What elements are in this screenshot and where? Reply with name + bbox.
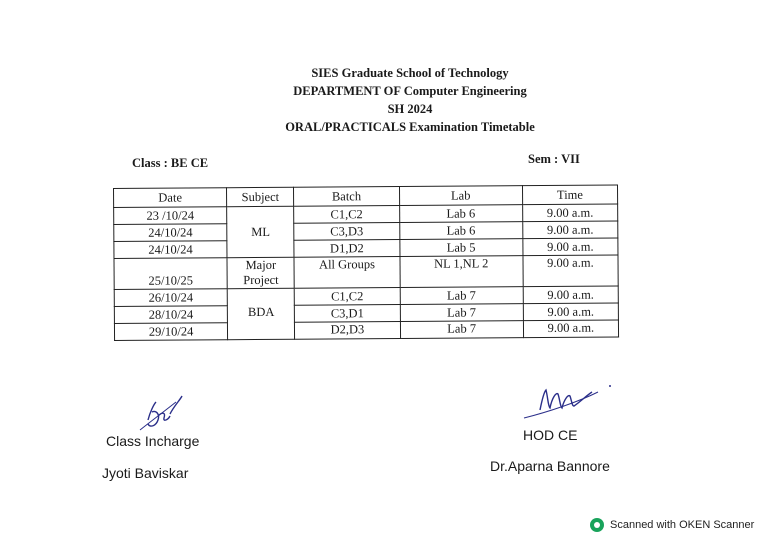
- column-header-subject: Subject: [227, 187, 294, 206]
- timetable: [113, 184, 619, 341]
- batch-cell: All Groups: [294, 257, 399, 289]
- subject-cell-ml: ML: [227, 206, 294, 257]
- subject-cell-bda: BDA: [227, 288, 294, 339]
- scanner-watermark: [590, 518, 754, 532]
- hod-label: HOD CE: [523, 427, 578, 443]
- class-label: Class : BE CE: [132, 156, 209, 170]
- batch-cell: D1,D2: [294, 240, 399, 258]
- document-header: [250, 64, 570, 136]
- subject-cell-major-project: [227, 257, 294, 288]
- date-cell: 23 /10/24: [114, 207, 227, 225]
- date-cell: 24/10/24: [114, 224, 227, 242]
- hod-name: Dr.Aparna Bannore: [490, 458, 610, 474]
- class-incharge-label: Class Incharge: [106, 433, 200, 449]
- lab-cell: Lab 6: [399, 222, 522, 240]
- subject-line: Major: [245, 257, 277, 273]
- lab-cell: Lab 5: [399, 239, 522, 257]
- lab-cell: Lab 7: [400, 304, 523, 322]
- scanner-logo-icon: [590, 518, 604, 532]
- class-incharge-name: Jyoti Baviskar: [102, 465, 189, 481]
- batch-cell: C3,D1: [295, 305, 400, 323]
- date-cell: 28/10/24: [114, 306, 227, 324]
- time-cell: 9.00 a.m.: [523, 238, 618, 256]
- time-cell: 9.00 a.m.: [523, 320, 618, 338]
- time-cell: 9.00 a.m.: [523, 255, 618, 287]
- date-cell: 29/10/24: [114, 323, 227, 341]
- column-header-batch: Batch: [294, 187, 399, 207]
- session-label: SH 2024: [387, 102, 433, 116]
- date-cell: 25/10/25: [114, 258, 227, 290]
- date-cell: 24/10/24: [114, 241, 227, 259]
- batch-cell: C3,D3: [294, 223, 399, 241]
- column-header-time: Time: [522, 185, 617, 205]
- document-title: ORAL/PRACTICALS Examination Timetable: [285, 120, 535, 134]
- lab-cell: Lab 7: [400, 321, 523, 339]
- class-incharge-signature: [136, 390, 196, 436]
- time-cell: 9.00 a.m.: [523, 221, 618, 239]
- batch-cell: D2,D3: [295, 321, 400, 339]
- institute-name: SIES Graduate School of Technology: [311, 66, 509, 80]
- date-cell: 26/10/24: [114, 289, 227, 307]
- hod-signature: [518, 382, 618, 422]
- time-cell: 9.00 a.m.: [523, 286, 618, 304]
- column-header-date: Date: [114, 188, 227, 208]
- scanner-text: Scanned with OKEN Scanner: [610, 519, 755, 531]
- time-cell: 9.00 a.m.: [523, 303, 618, 321]
- semester-label: Sem : VII: [528, 152, 580, 166]
- table-row: [114, 320, 618, 341]
- lab-cell: NL 1,NL 2: [400, 256, 523, 288]
- subject-line: Project: [243, 272, 279, 288]
- column-header-lab: Lab: [399, 186, 522, 206]
- batch-cell: C1,C2: [294, 206, 399, 224]
- lab-cell: Lab 6: [399, 205, 522, 223]
- department-name: DEPARTMENT OF Computer Engineering: [293, 84, 527, 98]
- lab-cell: Lab 7: [400, 287, 523, 305]
- time-cell: 9.00 a.m.: [522, 204, 617, 222]
- table-row: [114, 255, 618, 290]
- batch-cell: C1,C2: [295, 288, 400, 306]
